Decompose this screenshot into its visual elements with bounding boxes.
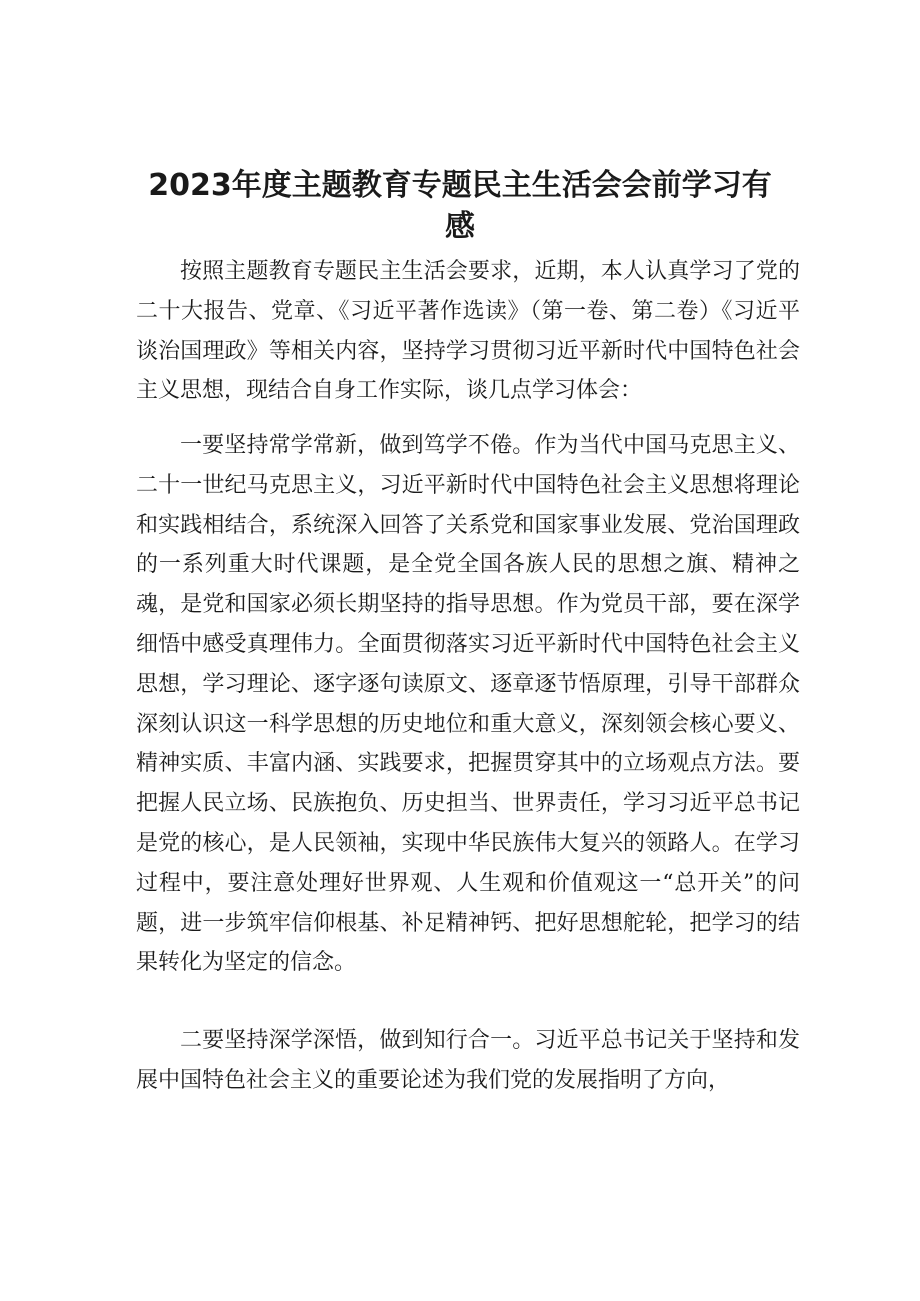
paragraph-point-one: 一要坚持常学常新，做到笃学不倦。作为当代中国马克思主义、二十一世纪马克思主义，习近平新时代中国特色社会主义思想将理论和实践相结合，系统深入回答了关系党和国家事业发展、党治国理政的一系列重大时代课题，是全党全国各族人民的思想之旗、精神之魂，是党和国家必须长期坚持的指导思想。作为党员干部，要在深学细悟中感受真理伟力。全面贯彻落实习近平新时代中国特色社会主义思想，学习理论、逐字逐句读原文、逐章逐节悟原理，引导干部群众深刻认识这一科学思想的历史地位和重大意义，深刻领会核心要义、精神实质、丰富内涵、实践要求，把握贯穿其中的立场观点方法。要把握人民立场、民族抱负、历史担当、世界责任，学习习近平总书记是党的核心，是人民领袖，实现中华民族伟大复兴的领路人。在学习过程中，要注意处理好世界观、人生观和价值观这一“总开关”的问题，进一步筑牢信仰根基、补足精神钙、把好思想舵轮，把学习的结果转化为坚定的信念。 <box>136 433 800 976</box>
paragraph-intro: 按照主题教育专题民主生活会要求，近期，本人认真学习了党的二十大报告、党章、《习近平著作选读》（第一卷、第二卷）《习近平谈治国理政》等相关内容，坚持学习贯彻习近平新时代中国特色社会主义思想，现结合自身工作实际，谈几点学习体会： <box>136 259 800 404</box>
document-title-line-2: 感 <box>445 209 475 244</box>
document-title-line-1: 2023年度主题教育专题民主生活会会前学习有 <box>148 168 772 203</box>
paragraph-point-two: 二要坚持深学深悟，做到知行合一。习近平总书记关于坚持和发展中国特色社会主义的重要论述为我们党的发展指明了方向， <box>136 1028 800 1093</box>
